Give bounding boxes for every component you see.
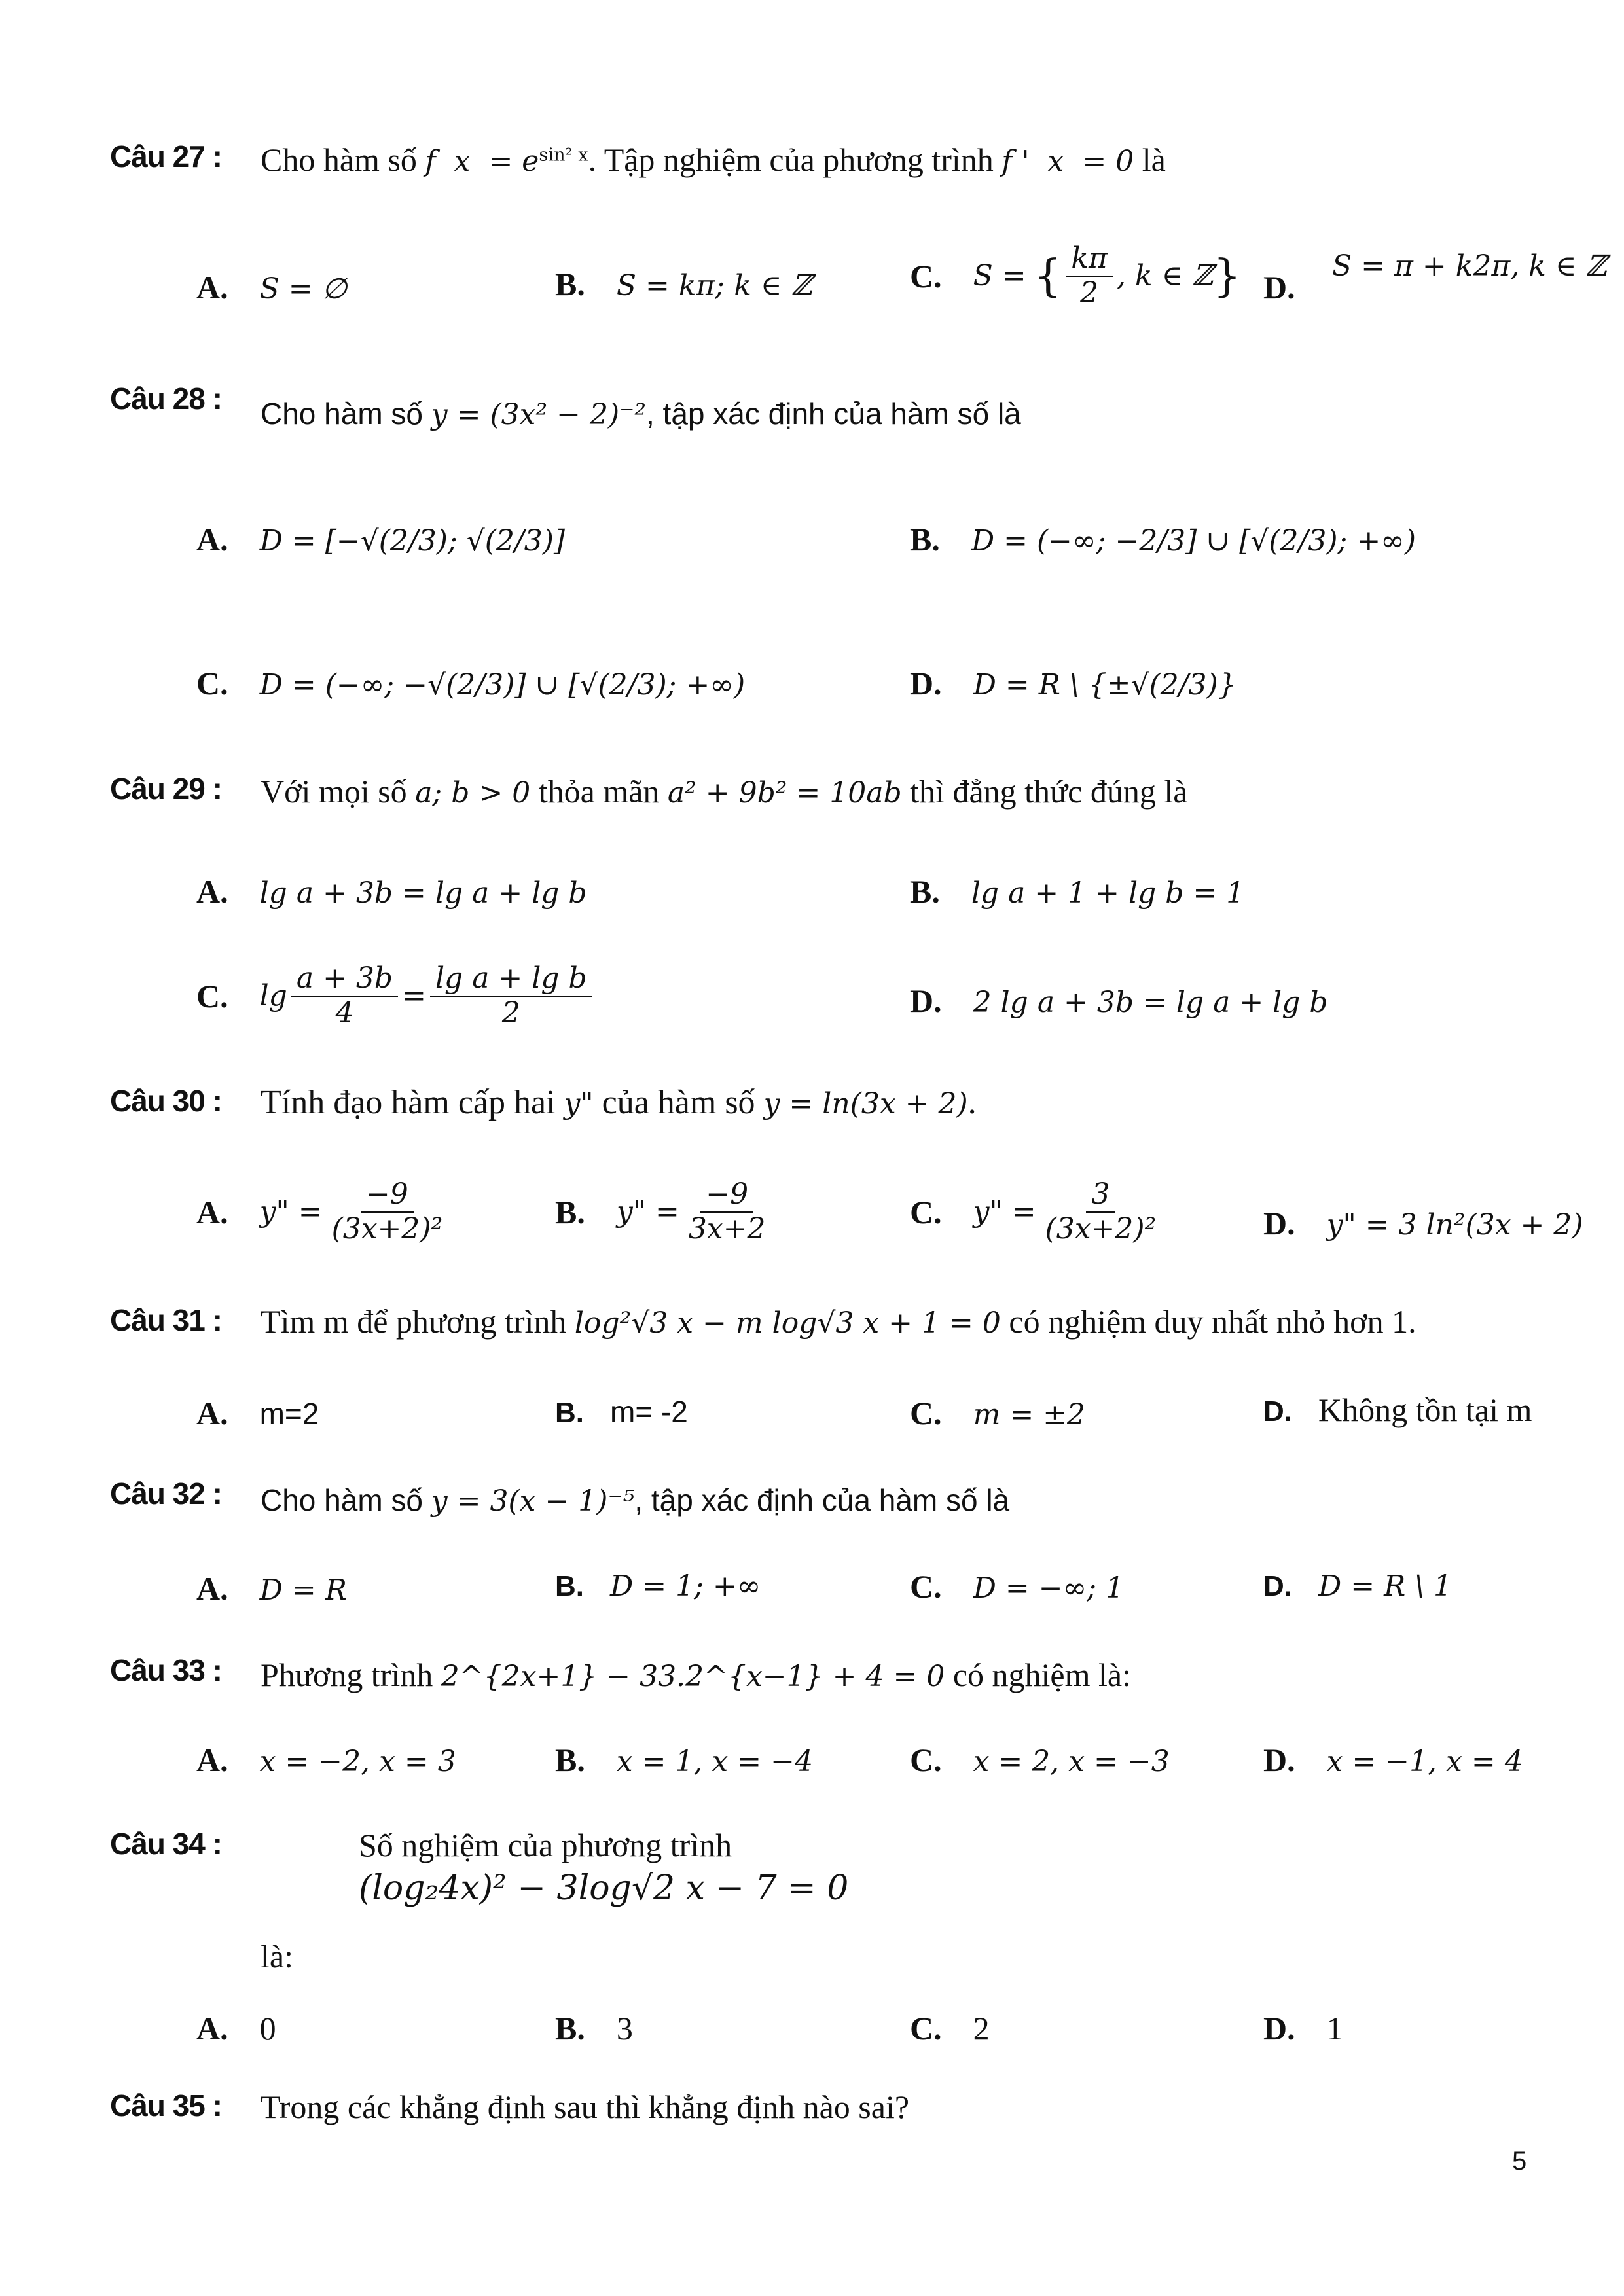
q27-c-brace-open: {: [1034, 250, 1062, 302]
q29-text-a: Với mọi số: [261, 773, 407, 810]
q27-option-a[interactable]: A. S = ∅: [196, 269, 347, 306]
q27-math: f $x = e^{sin^2 x}$: [425, 145, 588, 178]
question-33-text: [261, 1656, 1131, 1694]
question-27-text: [261, 141, 1166, 179]
question-29-text: [261, 772, 1187, 810]
q27-math2: f ' x = 0: [1001, 145, 1134, 178]
q31-option-d[interactable]: D. Không tồn tại m: [1263, 1391, 1532, 1428]
q30-text-b: của hàm số: [602, 1084, 755, 1121]
question-30-label: Câu 30 :: [110, 1084, 222, 1118]
q32-math: y = 3(x − 1)⁻⁵: [431, 1484, 635, 1518]
q32-option-a[interactable]: A. D = R: [196, 1570, 347, 1607]
q29-option-c[interactable]: C. lg $\frac{a + 3b}{4}$ = $\frac{\text{lg a + lg b}}{2}$: [196, 962, 596, 1030]
q35-text-a: Trong các khẳng định sau thì khẳng định nào sai?: [261, 2089, 910, 2125]
q27-text-b: . Tập nghiệm của phương trình: [588, 141, 994, 178]
q27-text-a: Cho hàm số: [261, 141, 417, 178]
q34-option-a[interactable]: A. 0: [196, 2010, 276, 2047]
q28-option-c[interactable]: C. D = (−∞; −√(2/3)] ∪ [√(2/3); +∞): [196, 665, 746, 702]
q29-option-d[interactable]: D. 2 lg a + 3b = lg a + lg b: [910, 982, 1328, 1019]
q28-option-a[interactable]: A. D = [−√(2/3); √(2/3)]: [196, 521, 566, 558]
q31-option-b[interactable]: B. m= -2: [555, 1395, 688, 1429]
q34-option-d[interactable]: D. 1: [1263, 2010, 1343, 2047]
q27-option-b[interactable]: B. S = kπ; k ∈ ℤ: [555, 266, 812, 302]
q33-option-c[interactable]: C. x = 2, x = −3: [910, 1742, 1170, 1778]
question-34-label: Câu 34 :: [110, 1827, 222, 1861]
q32-option-c[interactable]: C. D = −∞; 1: [910, 1568, 1125, 1605]
q29-math: a; b > 0: [415, 776, 531, 810]
q31-text-b: có nghiệm duy nhất nhỏ hơn 1.: [1009, 1303, 1416, 1340]
question-29-label: Câu 29 :: [110, 772, 222, 806]
q32-text-b: , tập xác định của hàm số là: [634, 1483, 1010, 1517]
question-32-label: Câu 32 :: [110, 1477, 222, 1511]
q27-option-d[interactable]: S = π + k2π, k ∈ ℤ: [1332, 249, 1607, 283]
question-27-label: Câu 27 :: [110, 139, 222, 173]
q27-text-c: là: [1142, 141, 1166, 178]
q29-math2: a² + 9b² = 10ab: [667, 776, 902, 810]
q34-text-b: là:: [261, 1938, 293, 1975]
q33-option-a[interactable]: A. x = −2, x = 3: [196, 1742, 456, 1778]
q34-text-a: Số nghiệm của phương trình: [359, 1827, 732, 1863]
q27-option-c[interactable]: C. S = { $\frac{k\pi}{2}$ , k ∈ ℤ}: [910, 242, 1241, 310]
q31-math: log²√3 x − m log√3 x + 1 = 0: [574, 1306, 1001, 1340]
question-32-text: [261, 1482, 1009, 1518]
question-35-label: Câu 35 :: [110, 2089, 222, 2123]
q30-math: y": [564, 1087, 594, 1121]
q29-text-b: thỏa mãn: [538, 773, 660, 810]
q30-option-c[interactable]: C. y" = $\frac{3}{\text{(3x+2)²}}$: [910, 1177, 1157, 1246]
q28-text-a: Cho hàm số: [261, 397, 424, 431]
q28-option-d[interactable]: D. D = R \ {±√(2/3)}: [910, 665, 1236, 702]
q33-option-d[interactable]: D. x = −1, x = 4: [1263, 1742, 1523, 1778]
q30-option-d[interactable]: D. y" = 3 ln²(3x + 2): [1263, 1205, 1583, 1242]
q30-math2: y = ln(3x + 2): [763, 1087, 968, 1121]
question-33-label: Câu 33 :: [110, 1653, 222, 1687]
q32-option-b[interactable]: B. D = 1; +∞: [555, 1570, 761, 1603]
q27-c-brace-close: }: [1213, 250, 1241, 302]
q33-math: 2^{2x+1} − 33.2^{x−1} + 4 = 0: [441, 1660, 945, 1693]
q28-option-b[interactable]: B. D = (−∞; −2/3] ∪ [√(2/3); +∞): [910, 521, 1416, 558]
q30-text-a: Tính đạo hàm cấp hai: [261, 1084, 556, 1121]
q27-option-d-letter[interactable]: D.: [1263, 269, 1295, 306]
q33-text-a: Phương trình: [261, 1657, 433, 1693]
q30-text-c: .: [967, 1084, 977, 1121]
q30-option-a[interactable]: A. y" = $\frac{-9}{\text{(3x+2)²}}$: [196, 1177, 443, 1246]
question-31-text: [261, 1302, 1416, 1340]
question-28-text: [261, 396, 1021, 431]
q34-math: (log₂4x)² − 3log√2 x − 7 = 0: [359, 1869, 849, 1908]
q30-option-b[interactable]: B. y" = $\frac{-9}{3x+2}$: [555, 1177, 766, 1246]
q29-option-b[interactable]: B. lg a + 1 + lg b = 1: [910, 873, 1245, 910]
question-31-label: Câu 31 :: [110, 1303, 222, 1337]
q33-option-b[interactable]: B. x = 1, x = −4: [555, 1742, 813, 1778]
q28-text-b: , tập xác định của hàm số là: [645, 397, 1021, 431]
question-30-text: [261, 1083, 977, 1122]
q28-math: y = (3x² − 2)⁻²: [431, 398, 646, 431]
q32-option-d[interactable]: D. D = R \ 1: [1263, 1570, 1453, 1603]
page-number: 5: [1512, 2147, 1527, 2176]
question-28-label: Câu 28 :: [110, 382, 222, 416]
q29-option-a[interactable]: A. lg a + 3b = lg a + lg b: [196, 873, 587, 910]
q31-text-a: Tìm m để phương trình: [261, 1303, 567, 1340]
q34-option-c[interactable]: C. 2: [910, 2010, 990, 2047]
q31-option-a[interactable]: A. m=2: [196, 1395, 319, 1431]
q29-text-c: thì đẳng thức đúng là: [910, 773, 1188, 810]
q32-text-a: Cho hàm số: [261, 1483, 424, 1517]
q33-text-b: có nghiệm là:: [952, 1657, 1131, 1693]
q31-option-c[interactable]: C. m = ±2: [910, 1395, 1086, 1431]
q34-option-b[interactable]: B. 3: [555, 2010, 633, 2047]
